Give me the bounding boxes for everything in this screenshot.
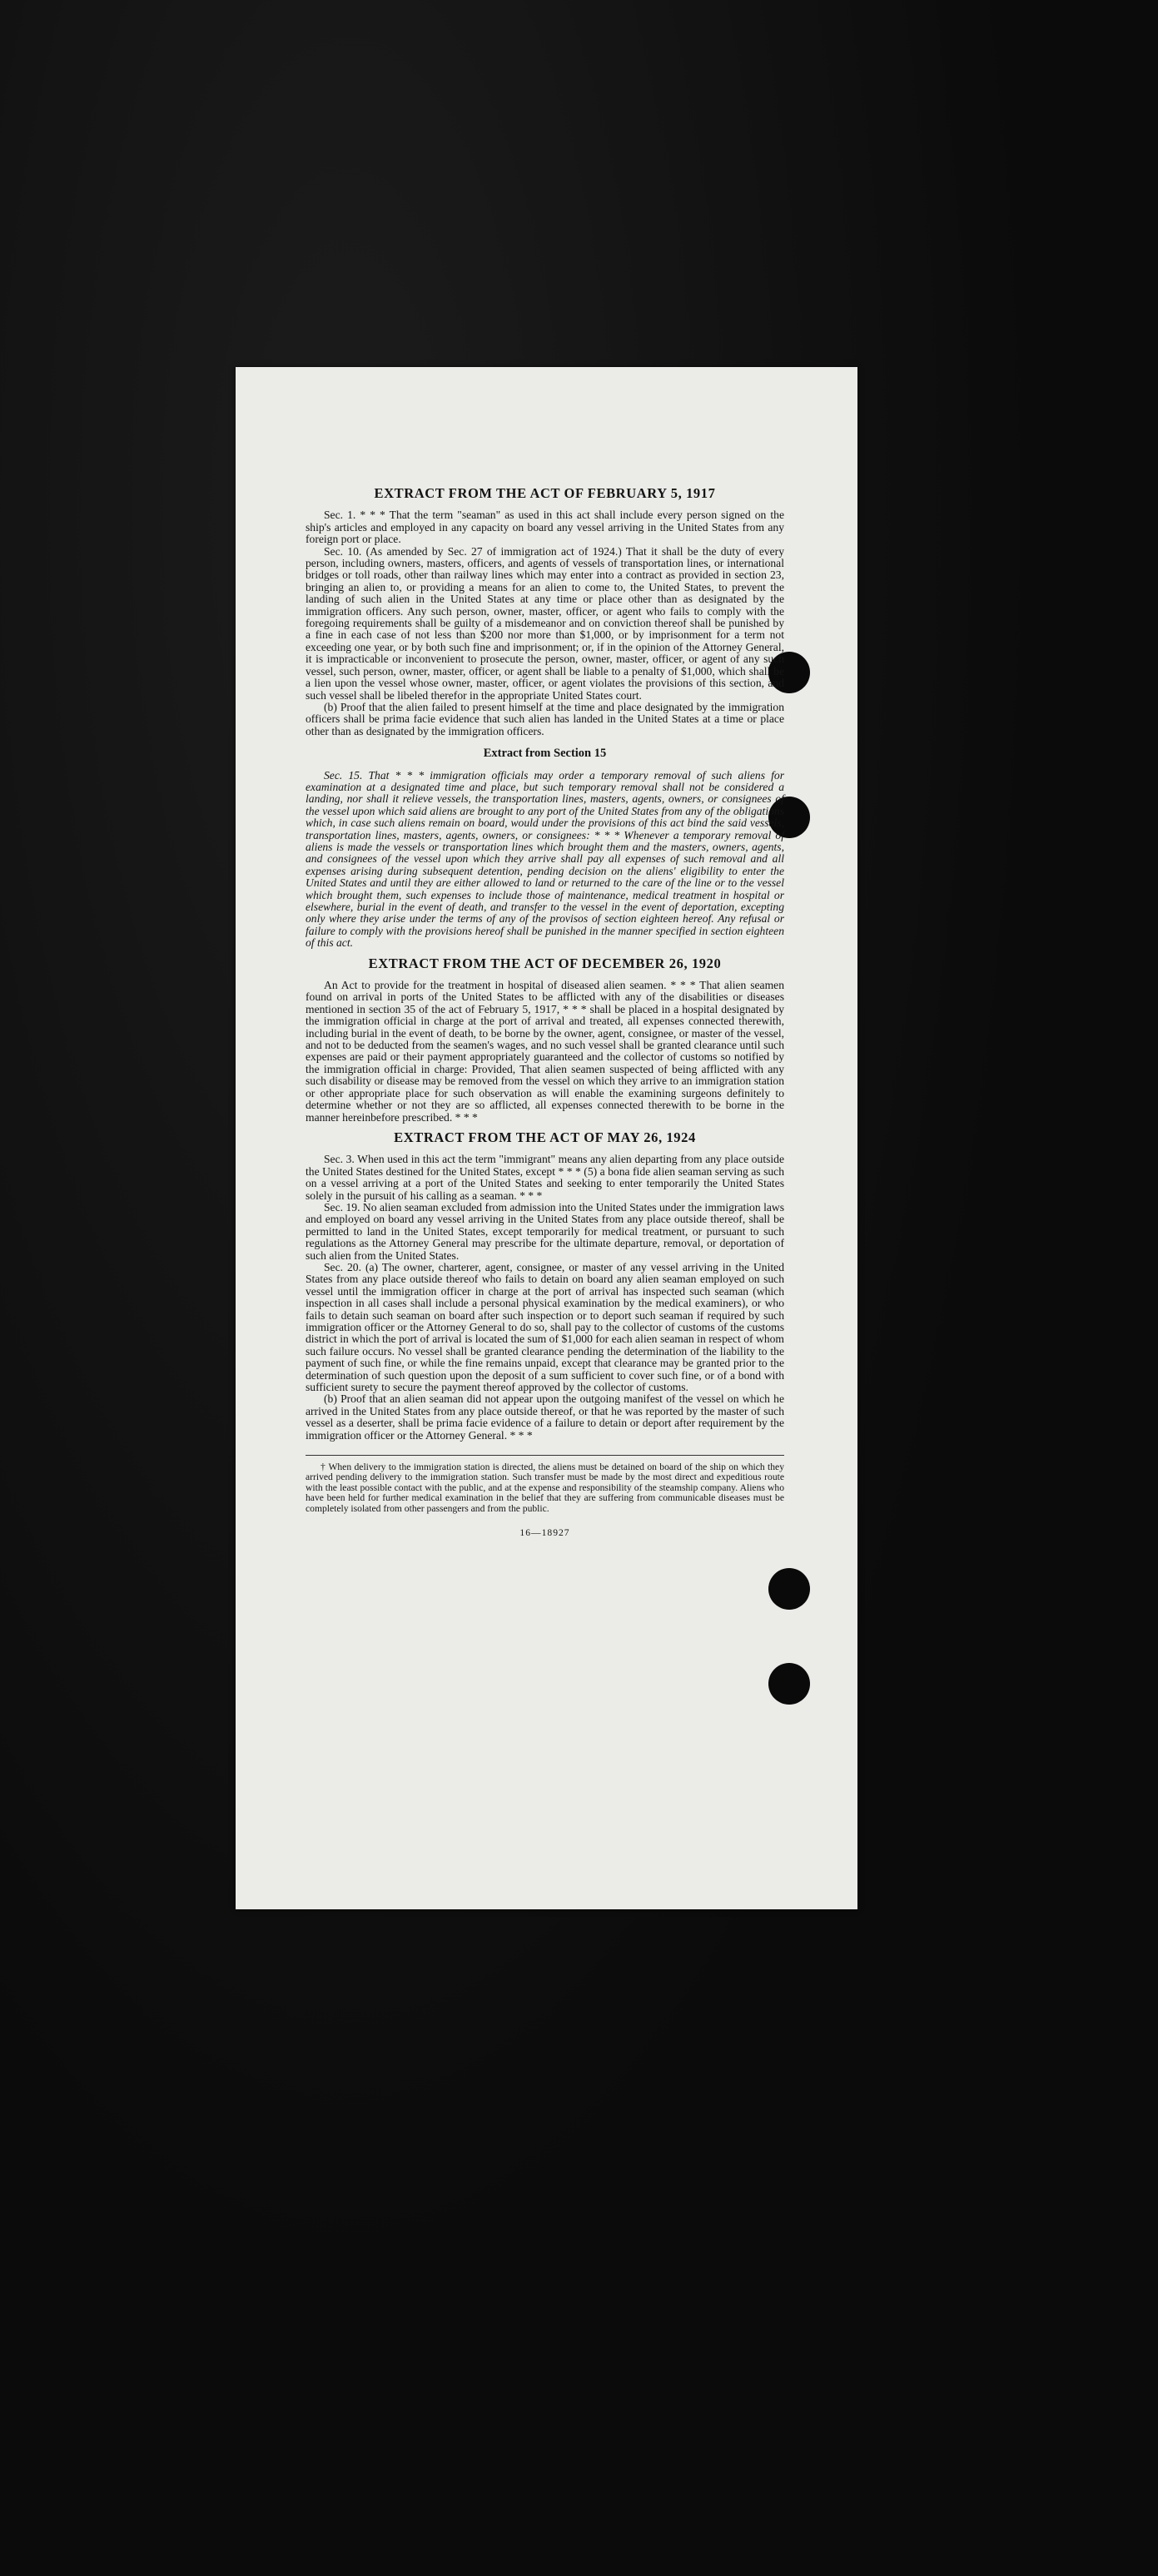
paragraph-sec-20-b: (b) Proof that an alien seaman did not appear upon the outgoing manifest of the vessel on which he arrived in the United States from any place outside thereof, or that he was reported by the master of such vessel as a deserter, shall be prima facie evidence of a failure to detain or deport after requirement by the immigration officer or the Attorney General. * * * xyxy=(306,1392,784,1442)
section-subheading-15: Extract from Section 15 xyxy=(483,747,607,761)
paragraph-sec-10: Sec. 10. (As amended by Sec. 27 of immigration act of 1924.) That it shall be the duty of every person, including owners, masters, officers, and agents of vessels of transportation lines, or international bridges or toll roads, other than railway lines which may enter into a contract as provided in section 23, bringing an alien to, or providing a means for an alien to come to, the United States, to prevent the landing of such alien in the United States at any time or place other than as designated by the immigration officers. Any such person, owner, master, officer, or agent who fails to comply with the foregoing requirements shall be guilty of a misdemeanor and on conviction thereof shall be punished by a fine in each case of not less than $200 nor more than $1,000, or by imprisonment for a term not exceeding one year, or by both such fine and imprisonment; or, if in the opinion of the Attorney General, it is impracticable or inconvenient to prosecute the person, owner, master, officer, or agent of any such vessel, such person, owner, master, officer, or agent shall be liable to a penalty of $1,000, which shall be a lien upon the vessel whose owner, master, officer, or agent violates the provisions of this section, and such vessel shall be libeled therefor in the appropriate United States court. xyxy=(306,544,784,702)
paragraph-sec-1: Sec. 1. * * * That the term "seaman" as used in this act shall include every person signed on the ship's articles and employed in any capacity on board any vessel arriving in the United States from any foreign port or place. xyxy=(306,509,784,546)
section-heading-1924: EXTRACT FROM THE ACT OF MAY 26, 1924 xyxy=(394,1129,696,1145)
document-page xyxy=(236,367,857,1909)
form-number: 16—18927 xyxy=(519,1527,570,1539)
footnote-divider xyxy=(306,1455,784,1456)
paragraph-sec-3: Sec. 3. When used in this act the term "immigrant" means any alien departing from any place outside the United States destined for the United States, except * * * (5) a bona fide alien seaman serving as such on a vessel arriving at a port of the United States and seeking to enter temporarily the United States solely in the pursuit of his calling as a seaman. * * * xyxy=(306,1153,784,1202)
paragraph-sec-20-a: Sec. 20. (a) The owner, charterer, agent, consignee, or master of any vessel arriving in the United States from any place outside thereof who fails to detain on board any alien seaman employed on such vessel until the immigration officer in charge at the port of arrival has inspected such seaman (which inspection in all cases shall include a personal physical examination by the medical examiners), or who fails to detain such seaman on board after such inspection or to deport such seaman if required by such immigration officer or the Attorney General to do so, shall pay to the collector of customs of the customs district in which the port of arrival is located the sum of $1,000 for each alien seaman in respect of whom such failure occurs. No vessel shall be granted clearance pending the determination of the liability to the payment of such fine, or while the fine remains unpaid, except that clearance may be granted prior to the determination of such question upon the deposit of a sum sufficient to cover such fine, or of a bond with sufficient surety to secure the payment thereof approved by the collector of customs. xyxy=(306,1260,784,1394)
document-text xyxy=(306,485,784,1540)
punch-hole-3 xyxy=(768,1568,810,1610)
section-heading-1920: EXTRACT FROM THE ACT OF DECEMBER 26, 1920 xyxy=(368,955,722,971)
section-heading-1917: EXTRACT FROM THE ACT OF FEBRUARY 5, 1917 xyxy=(374,485,716,501)
paragraph-sec-19: Sec. 19. No alien seaman excluded from admission into the United States under the immigration laws and employed on board any vessel arriving in the United States from any place outside thereof, shall be permitted to land in the United States, except temporarily for medical treatment, or pursuant to such regulations as the Attorney General may prescribe for the ultimate departure, removal, or deportation of such alien from the United States. xyxy=(306,1200,784,1262)
paragraph-act-1920: An Act to provide for the treatment in hospital of diseased alien seamen. * * * That alien seamen found on arrival in ports of the United States to be afflicted with any of the disabilities or diseases mentioned in section 35 of the act of February 5, 1917, * * * shall be placed in a hospital designated by the immigration official in charge at the port of arrival and treated, all expenses connected therewith, including burial in the event of death, to be borne by the owner, agent, consignee, or master of the vessel, and not to be deducted from the seamen's wages, and no such vessel shall be granted clearance until such expenses are paid or their payment appropriately guaranteed and the collector of customs so notified by the immigration official in charge: Provided, That alien seamen suspected of being afflicted with any such disability or disease may be removed from the vessel on which they arrive to an immigration station or other appropriate place for such observation as will enable the examining surgeons definitely to determine whether or not they are so afflicted, all expenses connected therewith to be borne in the manner hereinbefore prescribed. * * * xyxy=(306,979,784,1124)
punch-hole-4 xyxy=(768,1663,810,1705)
paragraph-sec-10-b: (b) Proof that the alien failed to present himself at the time and place designated by the immigration officers shall be prima facie evidence that such alien has landed in the United States at a time or place other than as designated by the immigration officers. xyxy=(306,700,784,737)
paragraph-sec-15: Sec. 15. That * * * immigration officials may order a temporary removal of such aliens for examination at a designated time and place, but such temporary removal shall not be considered a landing, nor shall it relieve vessels, the transportation lines, masters, agents, owners, or consignees of the vessel upon which said aliens are brought to any port of the United States from any of the obligations which, in case such aliens remain on board, would under the provisions of this act bind the said vessels, transportation lines, masters, agents, owners, or consignees: * * * Whenever a temporary removal of aliens is made the vessels or transportation lines which brought them and the masters, owners, agents, and consignees of the vessel upon which they arrive shall pay all expenses of such removal and all expenses arising during subsequent detention, pending decision on the aliens' eligibility to enter the United States and until they are either allowed to land or returned to the care of the line or to the vessel which brought them, such expenses to include those of maintenance, medical treatment in hospital or elsewhere, burial in the event of death, and transfer to the vessel in the event of deportation, excepting only where they arise under the terms of any of the provisos of section eighteen hereof. Any refusal or failure to comply with the provisions hereof shall be punished in the manner specified in section eighteen of this act. xyxy=(306,768,784,950)
footnote-text: † When delivery to the immigration station is directed, the aliens must be detained on board of the ship on which they arrived pending delivery to the immigration station. Such transfer must be made by the most direct and expeditious route with the least possible contact with the public, and at the expense and responsibility of the steamship company. Aliens who have been held for further medical examination in the belief that they are suffering from communicable diseases must be completely isolated from other passengers and from the public. xyxy=(306,1462,784,1514)
